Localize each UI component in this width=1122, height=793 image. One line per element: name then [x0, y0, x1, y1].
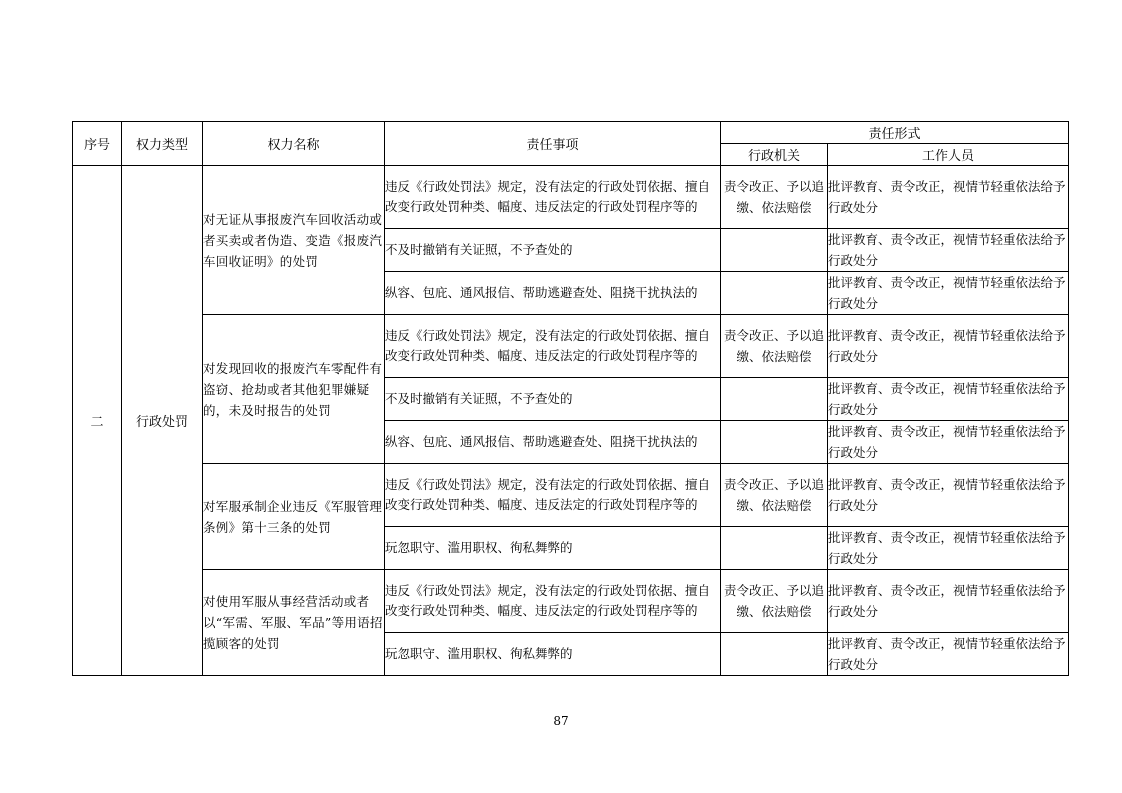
- org-cell: [721, 421, 828, 464]
- power-name: 对使用军服从事经营活动或者以“军需、军服、军品”等用语招揽顾客的处罚: [203, 570, 385, 676]
- duty-cell: 玩忽职守、滥用职权、徇私舞弊的: [385, 527, 721, 570]
- header-staff: 工作人员: [828, 144, 1069, 166]
- header-org: 行政机关: [721, 144, 828, 166]
- power-name: 对无证从事报废汽车回收活动或者买卖或者伪造、变造《报废汽车回收证明》的处罚: [203, 166, 385, 315]
- duty-cell: 不及时撤销有关证照，不予查处的: [385, 229, 721, 272]
- header-form: 责任形式: [721, 122, 1069, 144]
- duty-cell: 违反《行政处罚法》规定，没有法定的行政处罚依据、擅自改变行政处罚种类、幅度、违反法定的行政处罚程序等的: [385, 166, 721, 229]
- duty-cell: 不及时撤销有关证照，不予查处的: [385, 378, 721, 421]
- staff-cell: 批评教育、责令改正，视情节轻重依法给予行政处分: [828, 315, 1069, 378]
- staff-cell: 批评教育、责令改正，视情节轻重依法给予行政处分: [828, 421, 1069, 464]
- org-cell: 责令改正、予以追缴、依法赔偿: [721, 464, 828, 527]
- staff-cell: 批评教育、责令改正，视情节轻重依法给予行政处分: [828, 527, 1069, 570]
- duty-cell: 纵容、包庇、通风报信、帮助逃避查处、阻挠干扰执法的: [385, 272, 721, 315]
- responsibility-table: [72, 121, 1069, 676]
- duty-cell: 违反《行政处罚法》规定，没有法定的行政处罚依据、擅自改变行政处罚种类、幅度、违反法定的行政处罚程序等的: [385, 315, 721, 378]
- duty-cell: 玩忽职守、滥用职权、徇私舞弊的: [385, 633, 721, 676]
- staff-cell: 批评教育、责令改正，视情节轻重依法给予行政处分: [828, 464, 1069, 527]
- section-type: 行政处罚: [122, 166, 203, 676]
- table-row: [73, 570, 1069, 633]
- header-name: 权力名称: [203, 122, 385, 166]
- staff-cell: 批评教育、责令改正，视情节轻重依法给予行政处分: [828, 570, 1069, 633]
- table-row: [73, 315, 1069, 378]
- page-number: 87: [553, 714, 569, 728]
- section-seq: 二: [73, 166, 122, 676]
- staff-cell: 批评教育、责令改正，视情节轻重依法给予行政处分: [828, 378, 1069, 421]
- power-name: 对军服承制企业违反《军服管理条例》第十三条的处罚: [203, 464, 385, 570]
- duty-cell: 违反《行政处罚法》规定，没有法定的行政处罚依据、擅自改变行政处罚种类、幅度、违反法定的行政处罚程序等的: [385, 464, 721, 527]
- org-cell: [721, 229, 828, 272]
- org-cell: [721, 378, 828, 421]
- org-cell: 责令改正、予以追缴、依法赔偿: [721, 570, 828, 633]
- header-duty: 责任事项: [385, 122, 721, 166]
- duty-cell: 纵容、包庇、通风报信、帮助逃避查处、阻挠干扰执法的: [385, 421, 721, 464]
- header-seq: 序号: [73, 122, 122, 166]
- org-cell: 责令改正、予以追缴、依法赔偿: [721, 166, 828, 229]
- table-row: [73, 166, 1069, 229]
- table-row: [73, 464, 1069, 527]
- org-cell: [721, 272, 828, 315]
- staff-cell: 批评教育、责令改正，视情节轻重依法给予行政处分: [828, 166, 1069, 229]
- org-cell: [721, 633, 828, 676]
- duty-cell: 违反《行政处罚法》规定，没有法定的行政处罚依据、擅自改变行政处罚种类、幅度、违反法定的行政处罚程序等的: [385, 570, 721, 633]
- power-name: 对发现回收的报废汽车零配件有盗窃、抢劫或者其他犯罪嫌疑的，未及时报告的处罚: [203, 315, 385, 464]
- header-type: 权力类型: [122, 122, 203, 166]
- org-cell: 责令改正、予以追缴、依法赔偿: [721, 315, 828, 378]
- staff-cell: 批评教育、责令改正，视情节轻重依法给予行政处分: [828, 633, 1069, 676]
- staff-cell: 批评教育、责令改正，视情节轻重依法给予行政处分: [828, 229, 1069, 272]
- staff-cell: 批评教育、责令改正，视情节轻重依法给予行政处分: [828, 272, 1069, 315]
- org-cell: [721, 527, 828, 570]
